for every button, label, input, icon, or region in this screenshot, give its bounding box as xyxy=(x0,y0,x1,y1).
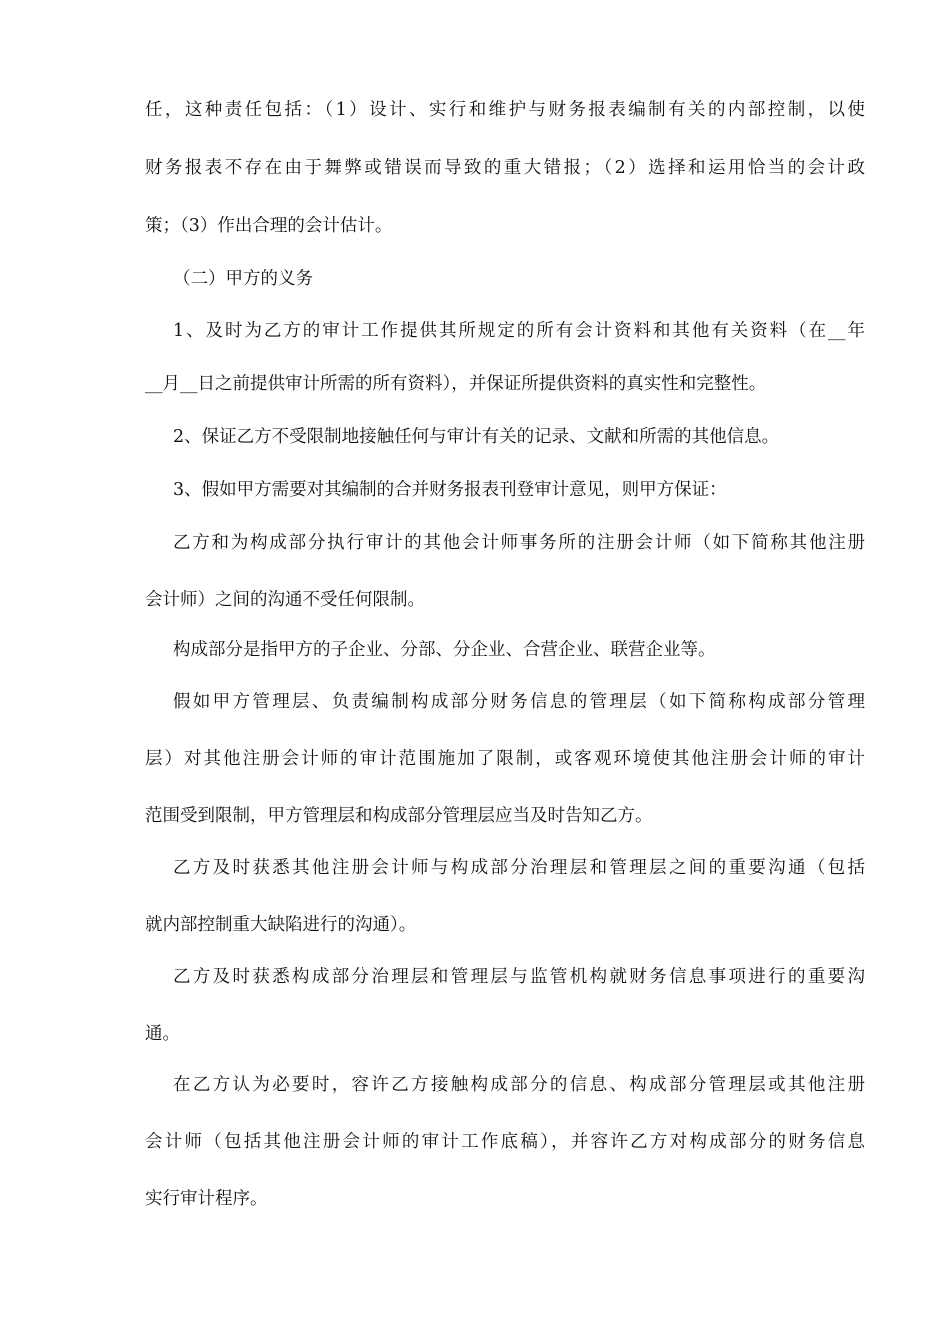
text-line: 会计师（包括其他注册会计师的审计工作底稿），并容许乙方对构成部分的财务信息 xyxy=(145,1132,865,1152)
text-line: 实行审计程序。 xyxy=(145,1189,268,1209)
text-line: 任，这种责任包括：（1）设计、实行和维护与财务报表编制有关的内部控制，以使 xyxy=(145,100,865,120)
text-line: 1、及时为乙方的审计工作提供其所规定的所有会计资料和其他有关资料（在__年 xyxy=(173,321,865,341)
text-line: __月__日之前提供审计所需的所有资料），并保证所提供资料的真实性和完整性。 xyxy=(145,374,767,394)
text-line: 策；（3）作出合理的会计估计。 xyxy=(145,216,393,236)
text-line: 假如甲方管理层、负责编制构成部分财务信息的管理层（如下简称构成部分管理 xyxy=(173,692,865,712)
section-heading: （二）甲方的义务 xyxy=(173,269,313,289)
text-line: 乙方及时获悉构成部分治理层和管理层与监管机构就财务信息事项进行的重要沟 xyxy=(173,967,865,987)
text-line: 在乙方认为必要时，容许乙方接触构成部分的信息、构成部分管理层或其他注册 xyxy=(173,1075,865,1095)
text-line: 会计师）之间的沟通不受任何限制。 xyxy=(145,590,425,610)
text-line: 乙方和为构成部分执行审计的其他会计师事务所的注册会计师（如下简称其他注册 xyxy=(173,533,865,553)
text-line: 通。 xyxy=(145,1024,180,1044)
text-line: 财务报表不存在由于舞弊或错误而导致的重大错报；（2）选择和运用恰当的会计政 xyxy=(145,158,865,178)
text-line: 层）对其他注册会计师的审计范围施加了限制，或客观环境使其他注册会计师的审计 xyxy=(145,749,865,769)
text-line: 3、假如甲方需要对其编制的合并财务报表刊登审计意见，则甲方保证： xyxy=(173,480,727,500)
text-line: 范围受到限制，甲方管理层和构成部分管理层应当及时告知乙方。 xyxy=(145,806,653,826)
text-line: 乙方及时获悉其他注册会计师与构成部分治理层和管理层之间的重要沟通（包括 xyxy=(173,858,865,878)
text-line: 构成部分是指甲方的子企业、分部、分企业、合营企业、联营企业等。 xyxy=(173,640,716,660)
text-line: 2、保证乙方不受限制地接触任何与审计有关的记录、文献和所需的其他信息。 xyxy=(173,427,780,447)
text-line: 就内部控制重大缺陷进行的沟通）。 xyxy=(145,915,417,935)
